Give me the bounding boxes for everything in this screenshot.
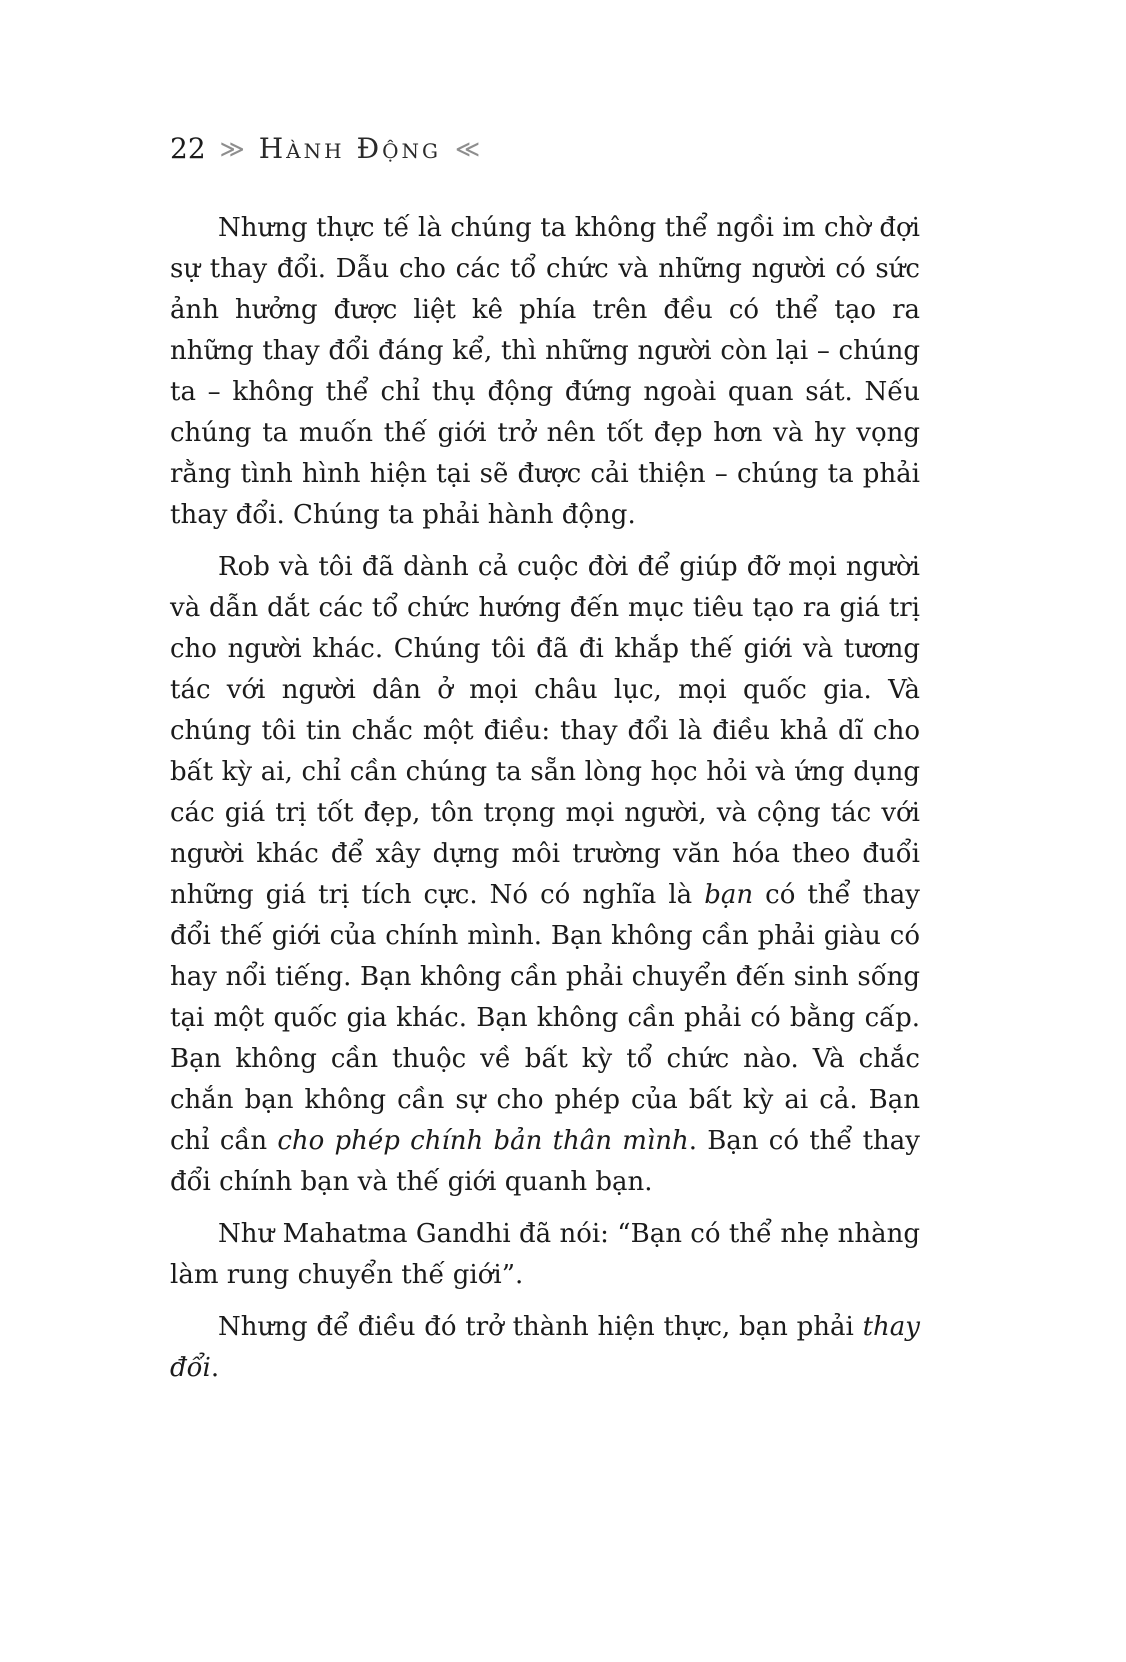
paragraph [170, 1214, 920, 1296]
page-header [170, 132, 480, 165]
text-run: Nhưng để điều đó trở thành hiện thực, bạn phải [218, 1312, 863, 1342]
text-run: Như Mahatma Gandhi đã nói: “Bạn có thể nhẹ nhàng làm rung chuyển thế giới”. [170, 1219, 920, 1290]
italic-text-run: bạn [704, 880, 754, 910]
body-text [170, 208, 920, 1400]
text-run: có thể thay đổi thế giới của chính mình. Bạn không cần phải giàu có hay nổi tiếng. Bạn không cần phải chuyển đến sinh sống tại một quốc gia khác. Bạn không cần phải có bằng cấp. Bạn không cần thuộc về bất kỳ tổ chức nào. Và chắc chắn bạn không cần sự cho phép của bất kỳ ai cả. Bạn chỉ cần [170, 880, 920, 1156]
paragraph [170, 208, 920, 536]
chapter-title: Hành Động [258, 132, 441, 165]
chevron-right-icon: ≫ [219, 135, 245, 163]
italic-text-run: thay đổi [170, 1312, 920, 1383]
italic-text-run: cho phép chính bản thân mình [277, 1126, 689, 1156]
text-run: Rob và tôi đã dành cả cuộc đời để giúp đỡ mọi người và dẫn dắt các tổ chức hướng đến mục tiêu tạo ra giá trị cho người khác. Chúng tôi đã đi khắp thế giới và tương tác với người dân ở mọi châu lục, mọi quốc gia. Và chúng tôi tin chắc một điều: thay đổi là điều khả dĩ cho bất kỳ ai, chỉ cần chúng ta sẵn lòng học hỏi và ứng dụng các giá trị tốt đẹp, tôn trọng mọi người, và cộng tác với người khác để xây dựng môi trường văn hóa theo đuổi những giá trị tích cực. Nó có nghĩa là [170, 552, 920, 910]
paragraph [170, 547, 920, 1203]
text-run: Nhưng thực tế là chúng ta không thể ngồi im chờ đợi sự thay đổi. Dẫu cho các tổ chức và những người có sức ảnh hưởng được liệt kê phía trên đều có thể tạo ra những thay đổi đáng kể, thì những người còn lại – chúng ta – không thể chỉ thụ động đứng ngoài quan sát. Nếu chúng ta muốn thế giới trở nên tốt đẹp hơn và hy vọng rằng tình hình hiện tại sẽ được cải thiện – chúng ta phải thay đổi. Chúng ta phải hành động. [170, 213, 920, 530]
page-number: 22 [170, 132, 206, 165]
chevron-left-icon: ≪ [454, 135, 481, 163]
text-run: . Bạn có thể thay đổi chính bạn và thế giới quanh bạn. [170, 1126, 920, 1197]
text-run: . [210, 1353, 220, 1383]
paragraph [170, 1307, 920, 1389]
